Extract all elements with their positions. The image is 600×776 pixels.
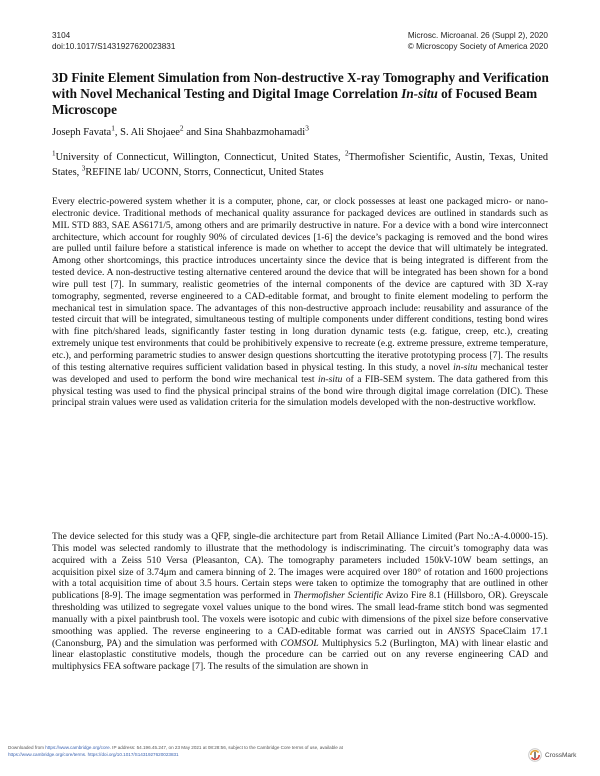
affil-mark: 1: [52, 149, 56, 158]
affiliations: [52, 150, 548, 180]
paper-title: [52, 70, 552, 118]
terms-link[interactable]: https://www.cambridge.org/core/terms: [8, 752, 86, 757]
footer-text: .: [85, 752, 88, 757]
text-run: The device selected for this study was a QFP, single-die architecture part from Retail Alliance Limited (Part No.:A-4.0000-15). This model was selected randomly to illustrate that the methodology is indiscriminating. The circuit’s tomography data was acquired with a Zeiss 510 Versa (Pleasanton, CA). The tomography parameters included 150kV-10W beam settings, an acquisition pixel size of 3.74μm and camera binning of 2. The images were acquired over 180° of rotation and 1600 projections with a total acquisition time of about 3.5 hours. Certain steps were taken to optimize the tomography that are outlined in other publications [8-9]. The image segmentation was performed in: [52, 531, 548, 602]
author-affil-mark: 3: [305, 123, 309, 133]
crossmark-label: CrossMark: [545, 751, 577, 759]
copyright: © Microscopy Society of America 2020: [407, 42, 548, 51]
text-run: mechanical tester was developed and used to perform the bond wire mechanical test: [52, 361, 548, 385]
title-text-end: of Focused Beam Microscope: [52, 86, 538, 117]
footer-text: . IP address: 54.196.45.247, on 23 May 2021 at 08:28:56, subject to the Cambridge Core terms of use, available at: [109, 745, 343, 750]
text-run: SpaceClaim 17.1 (Canonsburg, PA) and the simulation was performed with: [52, 625, 548, 649]
body-paragraph-2: [52, 531, 548, 673]
italic-run: Thermofisher Scientific: [293, 590, 384, 602]
crossmark-badge[interactable]: [528, 748, 576, 762]
author-affil-mark: 2: [179, 123, 184, 133]
affiliation: REFINE lab/ UCONN, Storrs, Connecticut, United States: [85, 167, 324, 178]
header-left: [52, 30, 175, 52]
italic-run: in-situ: [453, 361, 478, 373]
doi: doi:10.1017/S1431927620023831: [52, 42, 176, 51]
download-footer: [8, 744, 478, 758]
cambridge-core-link[interactable]: https://www.cambridge.org/core: [45, 745, 110, 750]
italic-run: in-situ: [317, 373, 343, 385]
affil-mark: 3: [81, 164, 86, 173]
doi-link[interactable]: https://doi.org/10.1017/S1431927620023831: [87, 752, 179, 757]
footer-text: Downloaded from: [8, 745, 46, 750]
author-list: [52, 123, 309, 139]
page-number: 3104: [52, 31, 71, 40]
author-name: and Sina Shahbazmohamadi: [183, 127, 306, 138]
text-run: Multiphysics 5.2 (Burlington, MA) with linear elastic and linear elastoplastic constitutive models, though the procedure can be carried out on any reverse engineering CAD and multiphysics FEA software package [7]. The results of the simulation are shown in: [52, 637, 548, 673]
affil-mark: 2: [344, 149, 349, 158]
italic-run: COMSOL: [280, 637, 319, 649]
title-text: 3D Finite Element Simulation from Non-destructive X-ray Tomography and Verification with Novel Mechanical Testing and Digital Image Correlation: [52, 70, 549, 101]
body-paragraph-1: [52, 196, 548, 409]
author-name: , S. Ali Shojaee: [114, 127, 180, 138]
footer-line-1: [8, 744, 478, 751]
header-right: [408, 30, 548, 52]
affiliation: Thermofisher Scientific, Austin, Texas, United States,: [52, 152, 549, 178]
affiliation: University of Connecticut, Willington, Connecticut, United States,: [55, 152, 345, 163]
italic-run: ANSYS: [447, 625, 475, 637]
footer-line-2: [8, 751, 478, 758]
author-name: Joseph Favata: [52, 127, 112, 138]
text-run: of a FIB-SEM system. The data gathered from this physical testing was used to find the physical principal strains of the bond wire through digital image correlation (DIC). These principal strain values were used as validation criteria for the simulation models developed with the non-destructive workflow.: [52, 373, 549, 409]
crossmark-icon: [528, 748, 542, 762]
author-affil-mark: 1: [111, 123, 115, 133]
journal-citation: Microsc. Microanal. 26 (Suppl 2), 2020: [407, 31, 548, 40]
text-run: Every electric-powered system whether it is a computer, phone, car, or clock possesses at least one packaged micro- or nano-electronic device. Traditional methods of mechanical quality assurance for packaged devices are outlined in standards such as MIL STD 883, SAE AS6171/5, among others and are primarily destructive in nature. For a device with a bond wire interconnect architecture, which account for roughly 90% of circulated devices [1-6] the device’s packaging is removed and the bond wires are pulled until failure before a statistical inference is made on whether to accept the device that will ultimately be integrated. Among other shortcomings, this practice introduces uncertainty since the device that is being integrated is different from the tested device. A non-destructive testing alternative centered around the device that will be integrated has been shown for a bond wire pull test [7]. In summary, realistic geometries of the internal components of the device are captured with 3D X-ray tomography, segmented, reverse engineered to a CAD-editable format, and brought to finite element modeling to perform the mechanical test in simulation space. The advantages of this non-destructive approach include: reusability and assurance of the tested circuit that will be integrated, simultaneous testing of multiple components under different conditions, testing bond wires with fine pitch/shared leads, significantly faster testing in long duration dynamic tests (e.g. fatigue, creep, etc.), creating extremely unique test environments that could be prohibitively expensive to recreate (e.g. extreme pressure, extreme temperature, etc.), and performing parametric studies to answer design questions shortcutting the iterative prototyping process [7]. The results of this testing alternative requires sufficient validation based in physical testing. In this study, a novel: [52, 196, 548, 373]
title-italic: In-situ: [401, 86, 438, 101]
text-run: Avizo Fire 8.1 (Hillsboro, OR). Greyscale thresholding was utilized to segregate voxel values unique to the bond wires. The small lead-frame stitch bond was segmented manually with a pixel paintbrush tool. The voxels were isotopic and cubic with dimensions of the pixel size before conservative smoothing was applied. The reverse engineering to a CAD-editable format was carried out in: [52, 590, 548, 637]
